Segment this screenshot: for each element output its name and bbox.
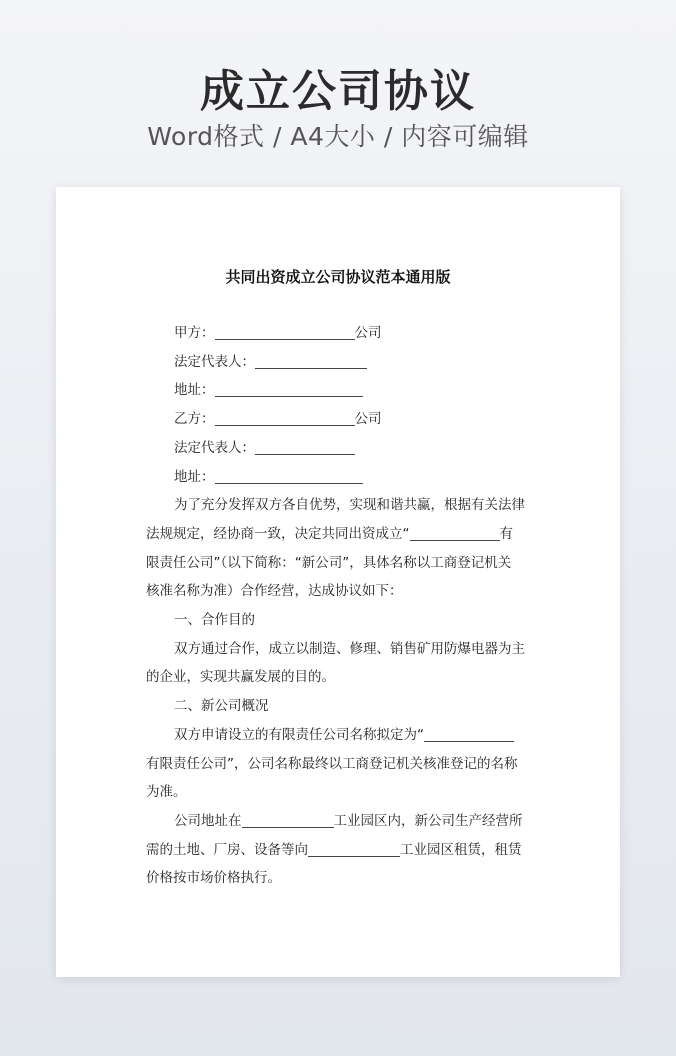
party-b-blank — [215, 408, 355, 426]
intro-line-3: 限责任公司”（以下简称：“新公司”，具体名称以工商登记机关 — [146, 554, 512, 571]
company-address-blank — [242, 810, 334, 828]
document-body — [146, 319, 530, 893]
party-a-address-blank — [215, 379, 363, 397]
section-2-para-2-line-3: 价格按市场价格执行。 — [146, 870, 281, 887]
address-suffix: 工业园区内，新公司生产经营所 — [333, 812, 523, 829]
document-title: 共同出资成立公司协议范本通用版 — [225, 268, 451, 286]
party-b-address-blank — [215, 466, 363, 484]
party-b-legal-rep-line — [146, 434, 530, 463]
section-2-heading: 二、新公司概况 — [174, 698, 269, 715]
section-1-line-2: 的企业，实现共赢发展的目的。 — [146, 669, 335, 686]
intro-line-1: 为了充分发挥双方各自优势，实现和谐共赢，根据有关法律 — [174, 497, 525, 514]
section-2-para-1-line-3: 为准。 — [146, 784, 187, 801]
party-a-legal-rep-line — [146, 348, 530, 377]
lease-suffix: 工业园区租赁，租赁 — [400, 841, 522, 858]
party-a-address-label: 地址： — [174, 382, 215, 399]
intro-line-2-text: 法规规定，经协商一致，决定共同出资成立“ — [146, 525, 410, 542]
party-a-line — [146, 319, 530, 348]
section-2-para-2-line-1 — [146, 807, 530, 836]
document-page — [56, 187, 620, 977]
section-2-para-1-text: 双方申请设立的有限责任公司名称拟定为“ — [174, 726, 424, 743]
company-name-blank — [410, 523, 500, 541]
section-1-line-1: 双方通过合作，成立以制造、修理、销售矿用防爆电器为主 — [174, 640, 525, 657]
party-b-address-line — [146, 463, 530, 492]
section-1-heading: 一、合作目的 — [174, 612, 255, 629]
party-b-line — [146, 405, 530, 434]
lease-prefix: 需的土地、厂房、设备等向 — [146, 841, 308, 858]
party-a-legal-rep-label: 法定代表人： — [174, 353, 255, 370]
party-a-suffix: 公司 — [354, 325, 382, 341]
address-prefix: 公司地址在 — [174, 812, 242, 829]
party-b-address-label: 地址： — [174, 468, 215, 485]
party-a-blank — [215, 322, 355, 340]
section-2-para-1-line-2: 有限责任公司”，公司名称最终以工商登记机关核准登记的名称 — [146, 755, 518, 772]
banner-title: 成立公司协议 — [200, 66, 476, 117]
industrial-park-blank — [308, 839, 400, 857]
intro-line-4: 核准名称为准）合作经营，达成协议如下： — [146, 583, 403, 600]
llc-name-blank — [424, 724, 514, 742]
section-2-para-1-line-1 — [146, 721, 530, 750]
intro-line-2 — [146, 520, 530, 549]
banner-subtitle: Word格式 / A4大小 / 内容可编辑 — [147, 122, 529, 151]
party-b-label: 乙方： — [174, 411, 215, 428]
party-a-label: 甲方： — [174, 325, 215, 341]
party-b-legal-rep-blank — [255, 437, 355, 455]
party-b-suffix: 公司 — [354, 411, 382, 428]
intro-line-2-end: 有 — [499, 525, 513, 542]
party-a-address-line — [146, 376, 530, 405]
party-a-legal-rep-blank — [255, 351, 367, 369]
section-2-para-2-line-2 — [146, 836, 530, 865]
party-b-legal-rep-label: 法定代表人： — [174, 439, 255, 456]
